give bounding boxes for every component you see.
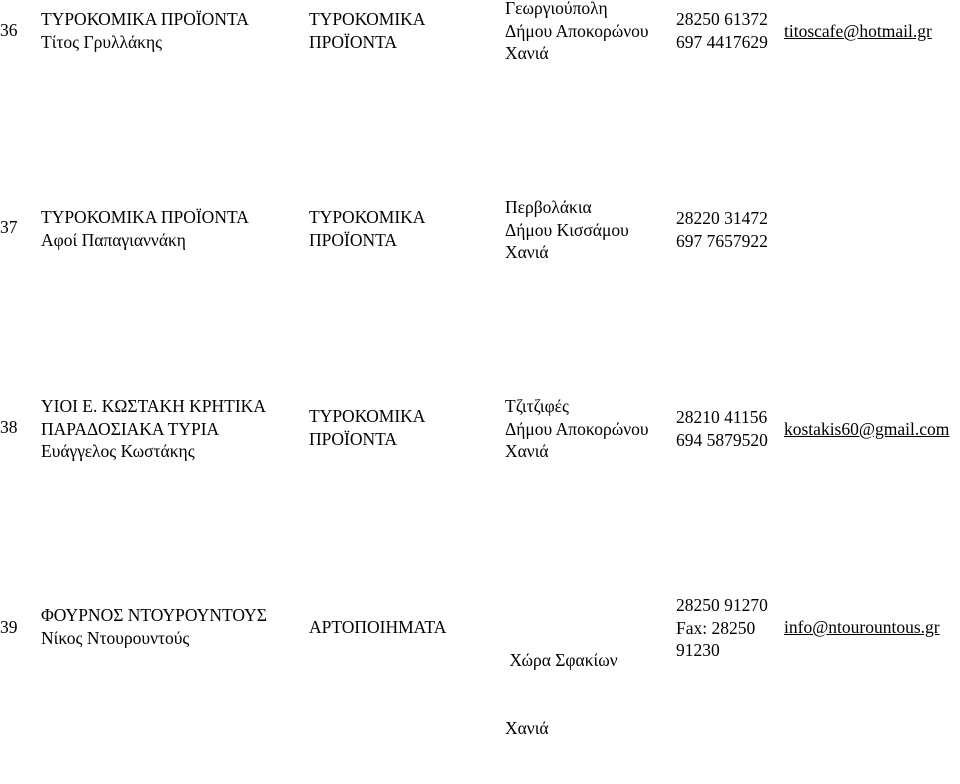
address-line: Τζιτζιφές [505, 396, 569, 416]
row-number: 36 [0, 20, 18, 40]
product-category-line: ΤΥΡΟΚΟΜΙΚΑ [309, 406, 426, 426]
row-number: 39 [0, 617, 18, 637]
email-link[interactable]: info@ntourountous.gr [784, 617, 940, 637]
phone-line: 697 7657922 [676, 230, 768, 251]
supplier-name-line: Ευάγγελος Κωστάκης [41, 441, 195, 461]
supplier-name-line: ΥΙΟΙ Ε. ΚΩΣΤΑΚΗ ΚΡΗΤΙΚΑ [41, 396, 266, 416]
phone-line: 28250 91270 [676, 595, 768, 615]
address-line: Χανιά [505, 242, 549, 262]
address-line: Χανιά [505, 717, 549, 738]
supplier-name-line: Αφοί Παπαγιαννάκη [41, 229, 186, 250]
product-category [309, 405, 425, 450]
supplier-name [41, 395, 266, 463]
product-category-line: ΠΡΟΪΟΝΤΑ [309, 31, 398, 52]
address [505, 0, 649, 65]
email-link[interactable]: kostakis60@gmail.com [784, 419, 950, 439]
supplier-name-line: Νίκος Ντουρουντούς [41, 627, 190, 648]
product-category-line: ΠΡΟΪΟΝΤΑ [309, 428, 398, 449]
product-category [309, 8, 425, 53]
address [505, 604, 618, 784]
phone-line: 28220 31472 [676, 208, 768, 228]
address-line: Δήμου Αποκορώνου [505, 418, 649, 439]
phone-numbers [676, 406, 768, 451]
supplier-name [41, 604, 267, 649]
address-line: Γεωργιούπολη [505, 0, 608, 18]
phone-numbers [676, 8, 768, 53]
phone-line: 91230 [676, 640, 720, 660]
row-number: 37 [0, 217, 18, 237]
supplier-name-line: ΦΟΥΡΝΟΣ ΝΤΟΥΡΟΥΝΤΟΥΣ [41, 605, 267, 625]
product-category-line: ΠΡΟΪΟΝΤΑ [309, 229, 398, 250]
supplier-name-line: ΤΥΡΟΚΟΜΙΚΑ ΠΡΟΪΟΝΤΑ [41, 207, 249, 227]
product-category [309, 206, 425, 251]
phone-line: 28250 61372 [676, 9, 768, 29]
address-line: Χανιά [505, 43, 549, 63]
phone-line: 697 4417629 [676, 31, 768, 52]
phone-line: Fax: 28250 [676, 617, 756, 638]
address-line: Χώρα Σφακίων [505, 650, 618, 670]
supplier-name [41, 206, 249, 251]
product-category [309, 616, 446, 639]
address [505, 196, 629, 264]
address [505, 395, 649, 463]
supplier-name-line: Τίτος Γρυλλάκης [41, 31, 163, 52]
phone-line: 28210 41156 [676, 407, 768, 427]
product-category-line: ΑΡΤΟΠΟΙΗΜΑΤΑ [309, 617, 447, 637]
address-line: Χανιά [505, 441, 549, 461]
phone-line: 694 5879520 [676, 429, 768, 450]
address-line: Δήμου Αποκορώνου [505, 20, 649, 41]
supplier-name-line: ΤΥΡΟΚΟΜΙΚΑ ΠΡΟΪΟΝΤΑ [41, 9, 249, 29]
address-line: Δήμου Κισσάμου [505, 219, 629, 240]
phone-numbers [676, 207, 768, 252]
supplier-name [41, 8, 249, 53]
product-category-line: ΤΥΡΟΚΟΜΙΚΑ [309, 207, 426, 227]
product-category-line: ΤΥΡΟΚΟΜΙΚΑ [309, 9, 426, 29]
supplier-name-line: ΠΑΡΑΔΟΣΙΑΚΑ ΤΥΡΙΑ [41, 418, 220, 439]
row-number: 38 [0, 417, 18, 437]
email-link[interactable]: titoscafe@hotmail.gr [784, 21, 932, 41]
address-line: Περβολάκια [505, 197, 592, 217]
phone-numbers [676, 594, 768, 662]
